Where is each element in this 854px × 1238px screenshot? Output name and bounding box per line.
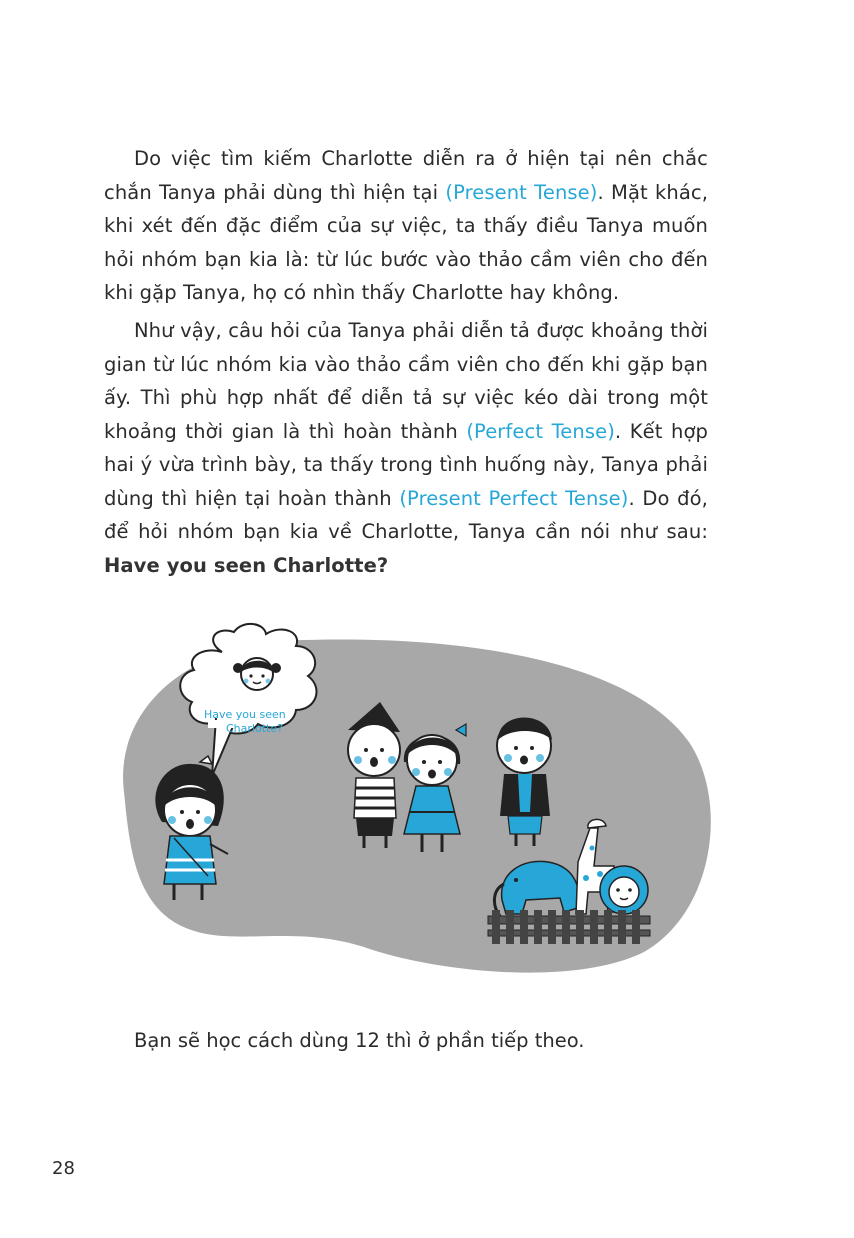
- bubble-line-1: Have you seen: [204, 708, 286, 721]
- example-question: Have you seen Charlotte?: [104, 553, 389, 577]
- term-present-tense: (Present Tense): [445, 180, 598, 204]
- fence: [488, 910, 650, 944]
- term-perfect-tense: (Perfect Tense): [466, 419, 615, 443]
- paragraph-1: Do việc tìm kiếm Charlotte diễn ra ở hiện tại nên chắc chắn Tanya phải dùng thì hiện tại (Present Tense). Mặt khác, khi xét đến đặc điểm của sự việc, ta thấy điều Tanya muốn hỏi nhóm bạn kia là: từ lúc bước vào thảo cầm viên cho đến khi gặp Tanya, họ có nhìn thấy Charlotte hay không.: [104, 147, 708, 304]
- bubble-line-2: Charlotte?: [226, 722, 283, 735]
- next-section-note: Bạn sẽ học cách dùng 12 thì ở phần tiếp theo.: [134, 1029, 585, 1052]
- lion-icon: [600, 866, 648, 914]
- paragraph-2: Như vậy, câu hỏi của Tanya phải diễn tả được khoảng thời gian từ lúc nhóm kia vào thảo cầm viên cho đến khi gặp bạn ấy. Thì phù hợp nhất để diễn tả sự việc kéo dài trong một khoảng thời gian là thì hoàn thành (Perfect Tense). Kết hợp hai ý vừa trình bày, ta thấy trong tình huống này, Tanya phải dùng thì hiện tại hoàn thành (Present Perfect Tense). Do đó, để hỏi nhóm bạn kia về Charlotte, Tanya cần nói như sau: Have you seen Charlotte?: [104, 319, 708, 577]
- term-present-perfect-tense: (Present Perfect Tense): [399, 486, 629, 510]
- page-number: 28: [52, 1158, 75, 1179]
- zoo-illustration: [104, 622, 724, 982]
